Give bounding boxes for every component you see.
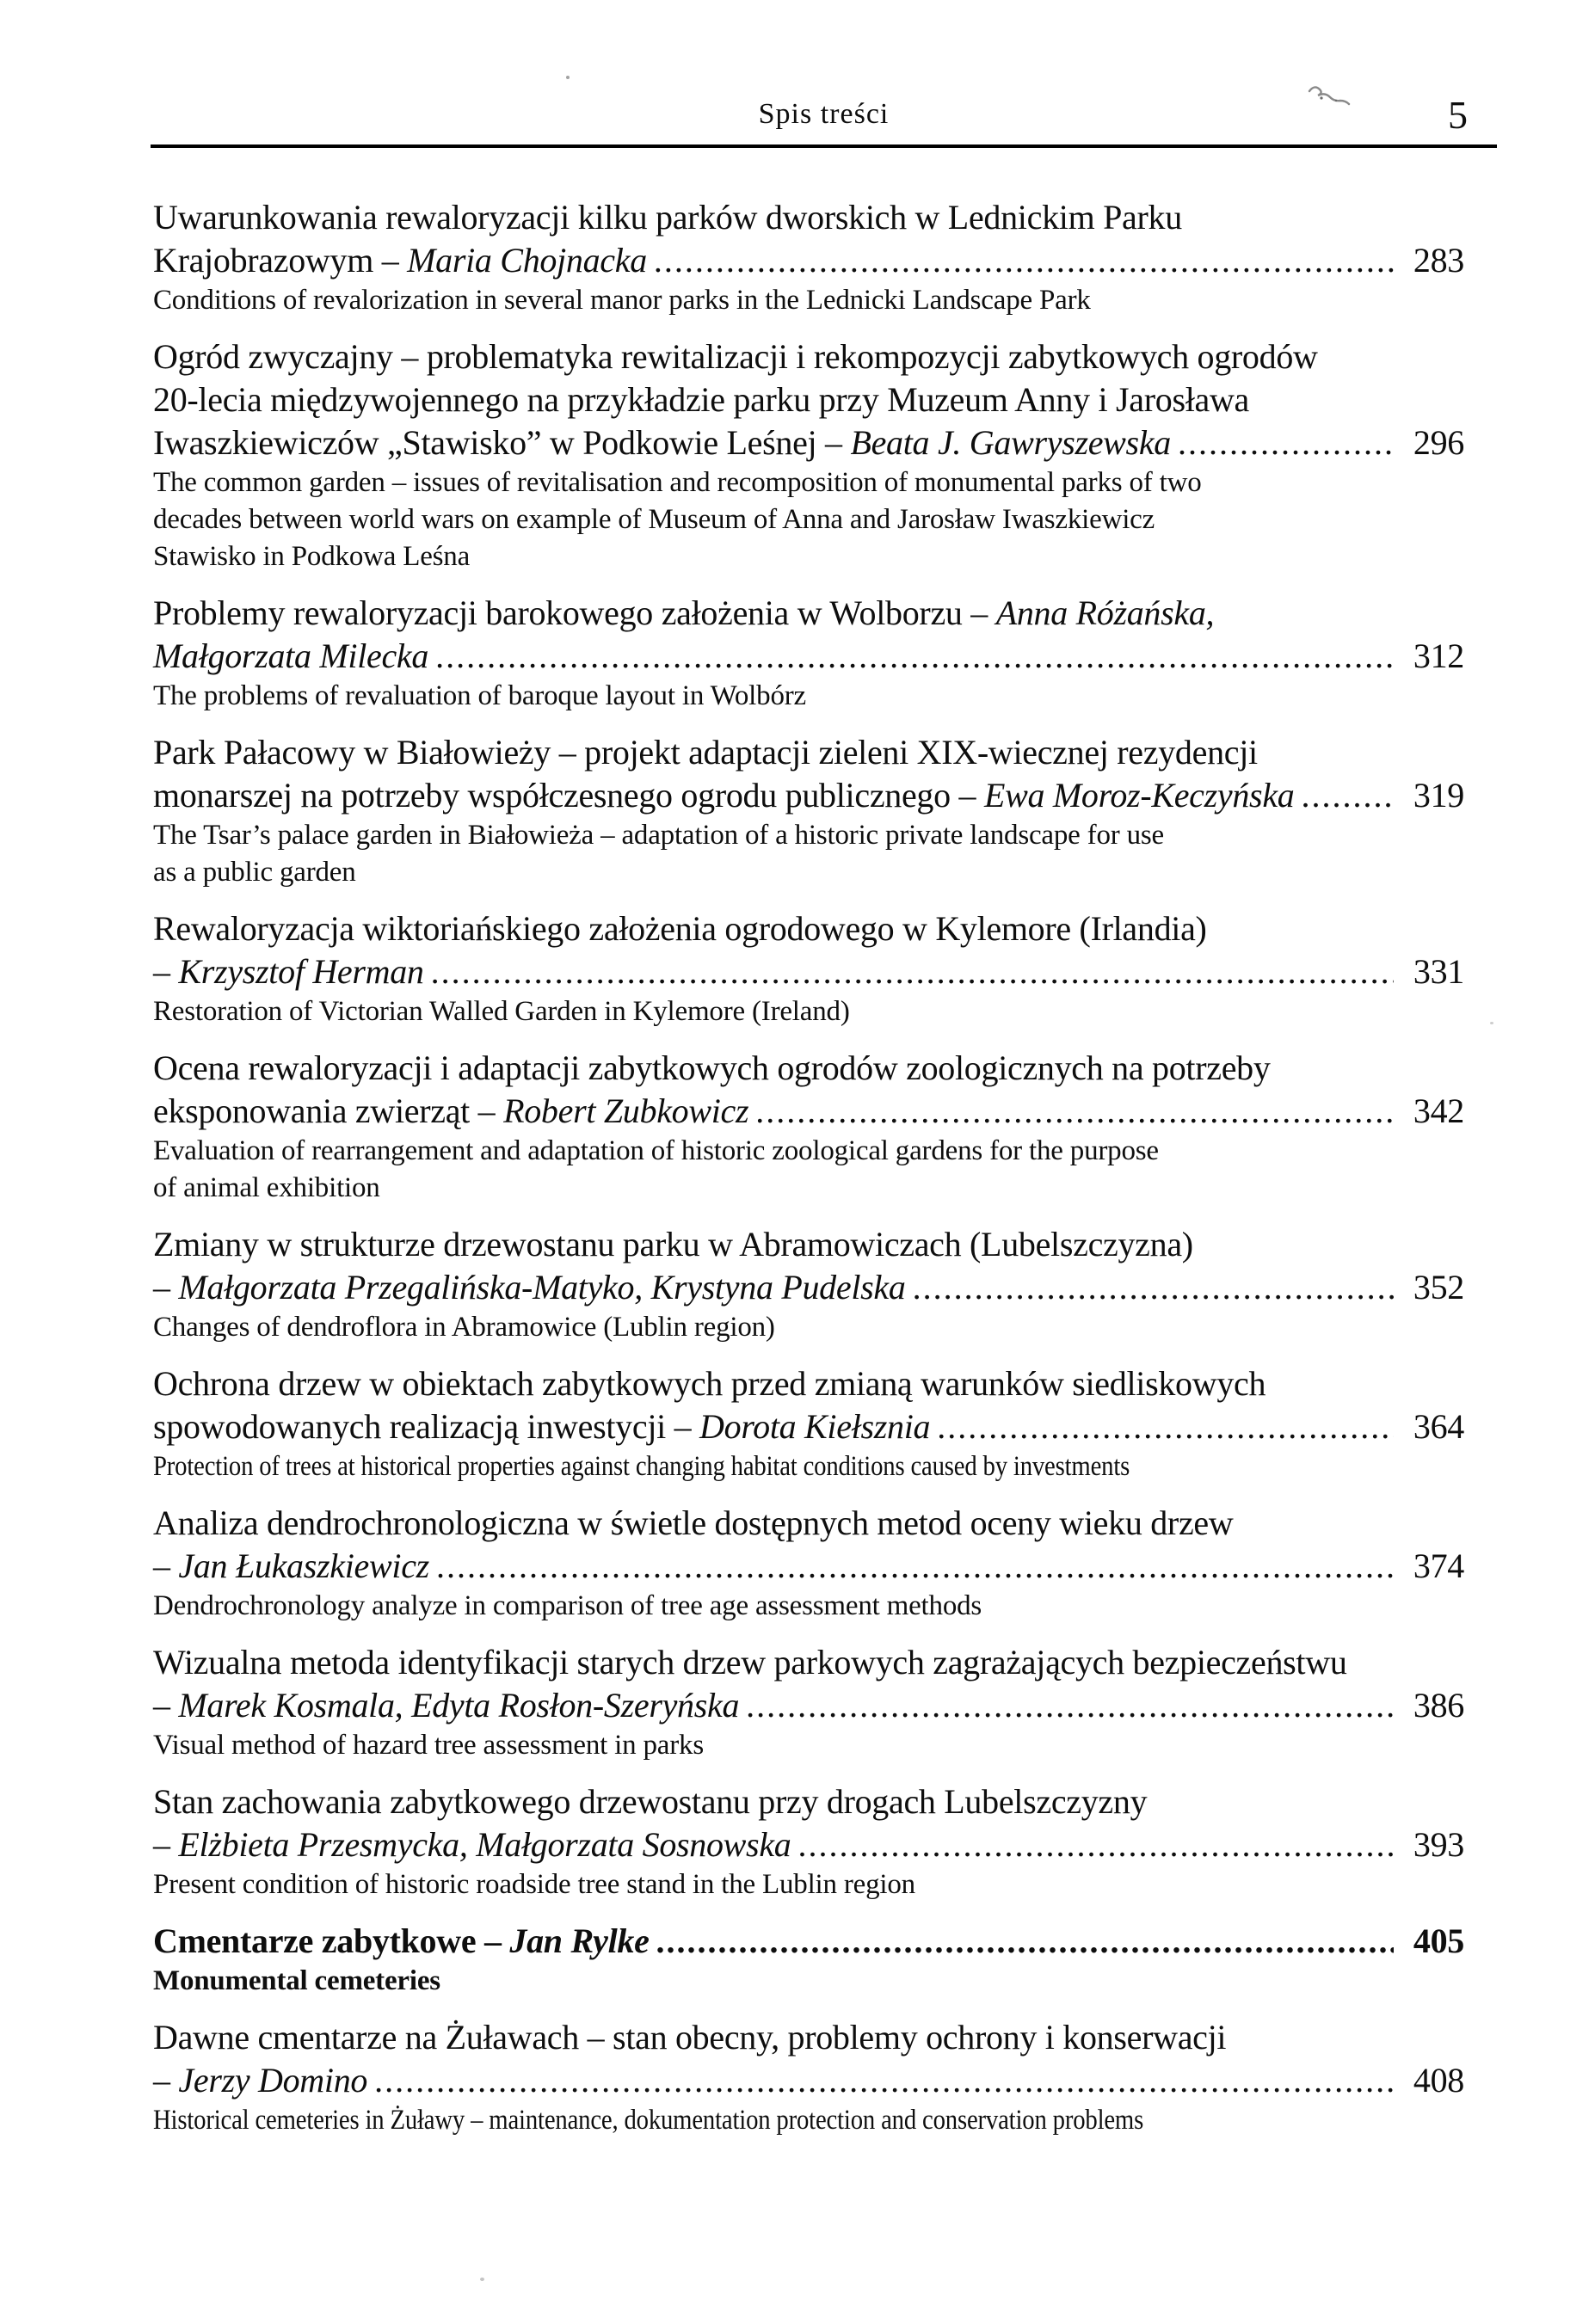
entry-subtitle-line: The Tsar’s palace garden in Białowieża – adaptation of a historic private landscape for use xyxy=(153,820,1164,851)
entry-title-line xyxy=(153,1405,1464,1448)
entry-title-line xyxy=(153,1780,1464,1823)
toc-entry xyxy=(153,1641,1464,1764)
toc-entry xyxy=(153,1362,1464,1485)
entry-title-text: Ocena rewaloryzacji i adaptacji zabytkowych ogrodów zoologicznych na potrzeby xyxy=(153,1048,1271,1087)
entry-title-text: Zmiany w strukturze drzewostanu parku w Abramowiczach (Lubelszczyzna) xyxy=(153,1225,1193,1263)
entry-subtitle-line: The common garden – issues of revitalisation and recomposition of monumental parks of two xyxy=(153,467,1202,498)
entry-author: Dorota Kiełsznia xyxy=(699,1407,931,1446)
entry-subtitle-line: Present condition of historic roadside tree stand in the Lublin region xyxy=(153,1869,915,1900)
toc-entry xyxy=(153,335,1464,575)
entry-page-number: 386 xyxy=(1413,1686,1464,1725)
entry-subtitle-line: Evaluation of rearrangement and adaptation of historic zoological gardens for the purpose xyxy=(153,1135,1159,1166)
dot-leader xyxy=(906,1266,1394,1309)
entry-title-text: Stan zachowania zabytkowego drzewostanu przy drogach Lubelszczyzny xyxy=(153,1782,1148,1821)
entry-title-line xyxy=(153,2059,1464,2102)
entry-author: Marek Kosmala, Edyta Rosłon-Szeryńska xyxy=(178,1686,740,1725)
folio-page-number: 5 xyxy=(1448,93,1468,137)
entry-title-text: – xyxy=(153,2061,179,2100)
toc-entry xyxy=(153,1502,1464,1625)
entry-subtitle-line: Stawisko in Podkowa Leśna xyxy=(153,541,471,572)
toc-entry xyxy=(153,731,1464,891)
entry-page-number: 374 xyxy=(1413,1546,1464,1585)
entry-subtitle-line: of animal exhibition xyxy=(153,1172,380,1203)
toc-entry xyxy=(153,592,1464,715)
entry-page-number: 319 xyxy=(1413,776,1464,815)
entry-title-line xyxy=(153,1823,1464,1866)
entry-title-text: spowodowanych realizacją inwestycji – xyxy=(153,1407,700,1446)
entry-title-text: eksponowania zwierząt – xyxy=(153,1091,504,1130)
entry-title-text: Ochrona drzew w obiektach zabytkowych przed zmianą warunków siedliskowych xyxy=(153,1364,1266,1403)
entry-title-line xyxy=(153,907,1464,950)
entry-title-text: Wizualna metoda identyfikacji starych drzew parkowych zagrażających bezpieczeństwu xyxy=(153,1643,1347,1682)
entry-subtitle-line: as a public garden xyxy=(153,857,356,888)
entry-title-line xyxy=(153,731,1464,774)
entry-page-number: 364 xyxy=(1413,1407,1464,1446)
entry-title-line xyxy=(153,1641,1464,1684)
entry-subtitle-line: decades between world wars on example of Museum of Anna and Jarosław Iwaszkiewicz xyxy=(153,504,1155,535)
entry-title-text: Park Pałacowy w Białowieży – projekt adaptacji zieleni XIX-wiecznej rezydencji xyxy=(153,733,1258,772)
dot-leader xyxy=(428,635,1394,678)
entry-subtitle-line: Visual method of hazard tree assessment in parks xyxy=(153,1730,704,1761)
entry-title-text: Uwarunkowania rewaloryzacji kilku parków dworskich w Lednickim Parku xyxy=(153,198,1182,237)
entry-title-line xyxy=(153,1920,1464,1963)
entry-title-text: – xyxy=(153,1268,179,1306)
dot-leader xyxy=(748,1090,1394,1133)
toc-entry xyxy=(153,907,1464,1030)
dot-leader xyxy=(1294,774,1394,817)
entry-author: Krzysztof Herman xyxy=(178,952,424,991)
entry-title-line xyxy=(153,592,1464,635)
entry-page-number: 342 xyxy=(1413,1091,1464,1130)
toc-entry xyxy=(153,2016,1464,2139)
entry-page-number: 408 xyxy=(1413,2061,1464,2100)
dot-leader xyxy=(650,1920,1394,1963)
toc-entry xyxy=(153,1223,1464,1346)
entry-title-text: Krajobrazowym – xyxy=(153,241,408,280)
scan-speck xyxy=(480,2278,484,2281)
entry-title-text: Iwaszkiewiczów „Stawisko” w Podkowie Leśnej – xyxy=(153,423,851,462)
entry-subtitle-line: Conditions of revalorization in several manor parks in the Lednicki Landscape Park xyxy=(153,285,1091,316)
entry-page-number: 393 xyxy=(1413,1825,1464,1864)
dot-leader xyxy=(647,239,1394,282)
entry-title-text: Analiza dendrochronologiczna w świetle dostępnych metod oceny wieku drzew xyxy=(153,1503,1234,1542)
entry-author: Robert Zubkowicz xyxy=(503,1091,749,1130)
scan-speck xyxy=(566,76,570,79)
entry-title-line xyxy=(153,1266,1464,1309)
entry-title-line xyxy=(153,1684,1464,1727)
entry-author: Maria Chojnacka xyxy=(407,241,647,280)
toc-entry xyxy=(153,1920,1464,2000)
entry-title-text: – xyxy=(153,952,179,991)
entry-page-number: 296 xyxy=(1413,423,1464,462)
dot-leader xyxy=(429,1545,1394,1588)
header-rule xyxy=(151,144,1497,148)
entry-subtitle-line: Protection of trees at historical properties against changing habitat conditions caused by investments xyxy=(153,1451,1130,1482)
entry-title-line xyxy=(153,1223,1464,1266)
entry-title-line xyxy=(153,1047,1464,1090)
entry-title-line xyxy=(153,635,1464,678)
entry-title-text: Cmentarze zabytkowe – xyxy=(153,1921,510,1960)
page-header xyxy=(151,93,1497,138)
entry-subtitle-line: The problems of revaluation of baroque layout in Wolbórz xyxy=(153,680,806,711)
entry-title-line xyxy=(153,2016,1464,2059)
entry-author: Jan Rylke xyxy=(509,1921,650,1960)
toc-entry xyxy=(153,196,1464,319)
entry-author: Beata J. Gawryszewska xyxy=(850,423,1171,462)
entry-page-number: 405 xyxy=(1413,1921,1464,1960)
entry-subtitle-line: Historical cemeteries in Żuławy – maintenance, dokumentation protection and conservation problems xyxy=(153,2105,1144,2136)
entry-author: Anna Różańska, xyxy=(995,593,1215,632)
entry-author: Małgorzata Przegalińska-Matyko, Krystyna Pudelska xyxy=(178,1268,906,1306)
entry-title-text: – xyxy=(153,1546,179,1585)
entry-author: Ewa Moroz-Keczyńska xyxy=(983,776,1295,815)
scan-speck xyxy=(1490,1022,1493,1024)
entry-title-line xyxy=(153,196,1464,239)
entry-title-line xyxy=(153,378,1464,421)
entry-title-text: 20-lecia międzywojennego na przykładzie parku przy Muzeum Anny i Jarosława xyxy=(153,380,1250,419)
toc-entry xyxy=(153,1047,1464,1207)
entry-subtitle-line: Changes of dendroflora in Abramowice (Lublin region) xyxy=(153,1312,775,1343)
entry-title-line xyxy=(153,335,1464,378)
entry-title-line xyxy=(153,1090,1464,1133)
dot-leader xyxy=(1171,421,1394,464)
entry-title-text: monarszej na potrzeby współczesnego ogrodu publicznego – xyxy=(153,776,984,815)
entry-author: Jerzy Domino xyxy=(178,2061,368,2100)
entry-title-line xyxy=(153,774,1464,817)
entry-title-text: Dawne cmentarze na Żuławach – stan obecny, problemy ochrony i konserwacji xyxy=(153,2018,1227,2057)
entry-subtitle-line: Restoration of Victorian Walled Garden in Kylemore (Ireland) xyxy=(153,996,850,1027)
entry-page-number: 283 xyxy=(1413,241,1464,280)
entry-title-line xyxy=(153,421,1464,464)
toc-list xyxy=(153,196,1464,2155)
entry-title-text: Problemy rewaloryzacji barokowego założenia w Wolborzu – xyxy=(153,593,996,632)
toc-heading: Spis treści xyxy=(758,98,890,130)
dot-leader xyxy=(791,1823,1394,1866)
dot-leader xyxy=(424,950,1394,993)
entry-title-line xyxy=(153,950,1464,993)
entry-page-number: 352 xyxy=(1413,1268,1464,1306)
entry-title-text: Ogród zwyczajny – problematyka rewitalizacji i rekompozycji zabytkowych ogrodów xyxy=(153,337,1318,376)
entry-subtitle-line: Dendrochronology analyze in comparison of tree age assessment methods xyxy=(153,1590,982,1621)
dot-leader xyxy=(367,2059,1394,2102)
ink-smudge-artifact xyxy=(1304,79,1356,114)
dot-leader xyxy=(739,1684,1394,1727)
entry-title-text: – xyxy=(153,1825,179,1864)
entry-subtitle-line: Monumental cemeteries xyxy=(153,1965,440,1996)
dot-leader xyxy=(930,1405,1394,1448)
entry-page-number: 331 xyxy=(1413,952,1464,991)
entry-title-text: Rewaloryzacja wiktoriańskiego założenia ogrodowego w Kylemore (Irlandia) xyxy=(153,909,1207,948)
entry-author: Elżbieta Przesmycka, Małgorzata Sosnowska xyxy=(178,1825,791,1864)
entry-page-number: 312 xyxy=(1413,636,1464,675)
entry-author: Jan Łukaszkiewicz xyxy=(178,1546,429,1585)
entry-title-line xyxy=(153,1362,1464,1405)
entry-title-line xyxy=(153,239,1464,282)
entry-title-line xyxy=(153,1502,1464,1545)
entry-title-line xyxy=(153,1545,1464,1588)
entry-title-text: – xyxy=(153,1686,179,1725)
toc-entry xyxy=(153,1780,1464,1903)
entry-author: Małgorzata Milecka xyxy=(153,636,429,675)
